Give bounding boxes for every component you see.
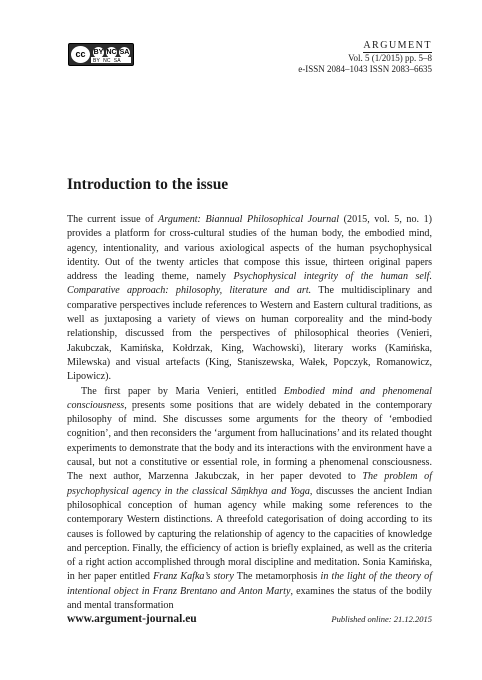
creative-commons-icon: cc <box>71 46 90 63</box>
volume-pages: Vol. 5 (1/2015) pp. 5–8 <box>348 53 432 63</box>
journal-title-italic: Argument: Biannual Philosophical Journal <box>158 214 340 225</box>
article-body <box>67 213 432 613</box>
license-code-nc: NC <box>103 58 111 64</box>
paragraph-2 <box>67 385 432 614</box>
cc-license-badge <box>68 43 134 66</box>
text-run: The metamorphosis <box>233 571 321 583</box>
paper-title-italic: in the light of the theory of intentional object in Franz Brentano and Anton Marty <box>67 571 433 597</box>
license-code-by: BY <box>93 58 101 64</box>
published-date: Published online: 21.12.2015 <box>331 614 432 624</box>
text-run: The current issue of <box>67 214 159 225</box>
journal-name: ARGUMENT <box>363 40 432 51</box>
journal-meta <box>298 40 432 75</box>
text-run: , examines the status of the bodily and mental transformation <box>67 585 432 612</box>
attribution-icon: BY <box>93 49 104 56</box>
paper-title-italic: The problem of psychophysical agency in the classical Sāṃkhya and Yoga <box>67 471 432 497</box>
noncommercial-icon: NC <box>106 49 117 56</box>
text-run: , discusses the ancient Indian philosophical conception of human agency while making some references to the contemporary Western distinctions. A threefold categorisation of doing according to its causes is followed by capturing the relationship of agency to the capacities of knowledge and perception. Finally, the efficiency of action is briefly explained, as well as the criteria of a right action accomplished through moral discipline and meditation. Sonia Kamińska, in her paper entitled <box>67 485 432 583</box>
text-run: The first paper by Maria Venieri, entitled <box>81 385 284 397</box>
sharealike-icon: SA <box>119 49 130 56</box>
text-run: The multidisciplinary and comparative perspectives include references to Western and Eastern cultural traditions, as well as juxtaposing a variety of views on human corporeality and the mind-body relationship, discussed from the perspectives of philosophical theories (Venieri, Jakubczak, Kamińska, Kołdrzak, King, Wachowski), literary works (Kamińska, Milewska) and visual artefacts (King, Staniszewska, Wałek, Popczyk, Romanowicz, Lipowicz). <box>67 285 432 383</box>
license-code-sa: SA <box>113 58 121 64</box>
website-link[interactable]: www.argument-journal.eu <box>67 613 197 625</box>
paper-title-italic: Franz Kafka’s story <box>153 571 234 583</box>
issue-theme-italic: Psychophysical integrity of the human self. Comparative approach: philosophy, literature and art. <box>67 271 432 297</box>
issn-line: e-ISSN 2084–1043 ISSN 2083–6635 <box>298 64 432 74</box>
page-footer <box>67 613 432 625</box>
article-title: Introduction to the issue <box>67 176 229 193</box>
paper-title-italic: Embodied mind and phenomenal consciousness <box>67 385 432 411</box>
text-run: , presents some positions that are widely debated in the contemporary philosophy of mind. She discusses some arguments for the theory of ‘embodied cognition’, and then reconsiders the ‘argument from hallucinations’ and its related thought experiments to demonstrate that the body and its interactions with the environment have a causal, but not a constitutive or essential role, in forming a phenomenal consciousness. The next author, Marzenna Jakubczak, in her paper devoted to <box>67 399 432 483</box>
text-run: (2015, vol. 5, no. 1) provides a platform for cross-cultural studies of the human body, the embodied mind, agency, intentionality, and various axiological aspects of the human psychophysical identity. Out of the twenty articles that compose this issue, thirteen original papers address the leading theme, namely <box>67 214 432 283</box>
paragraph-1 <box>67 213 432 385</box>
